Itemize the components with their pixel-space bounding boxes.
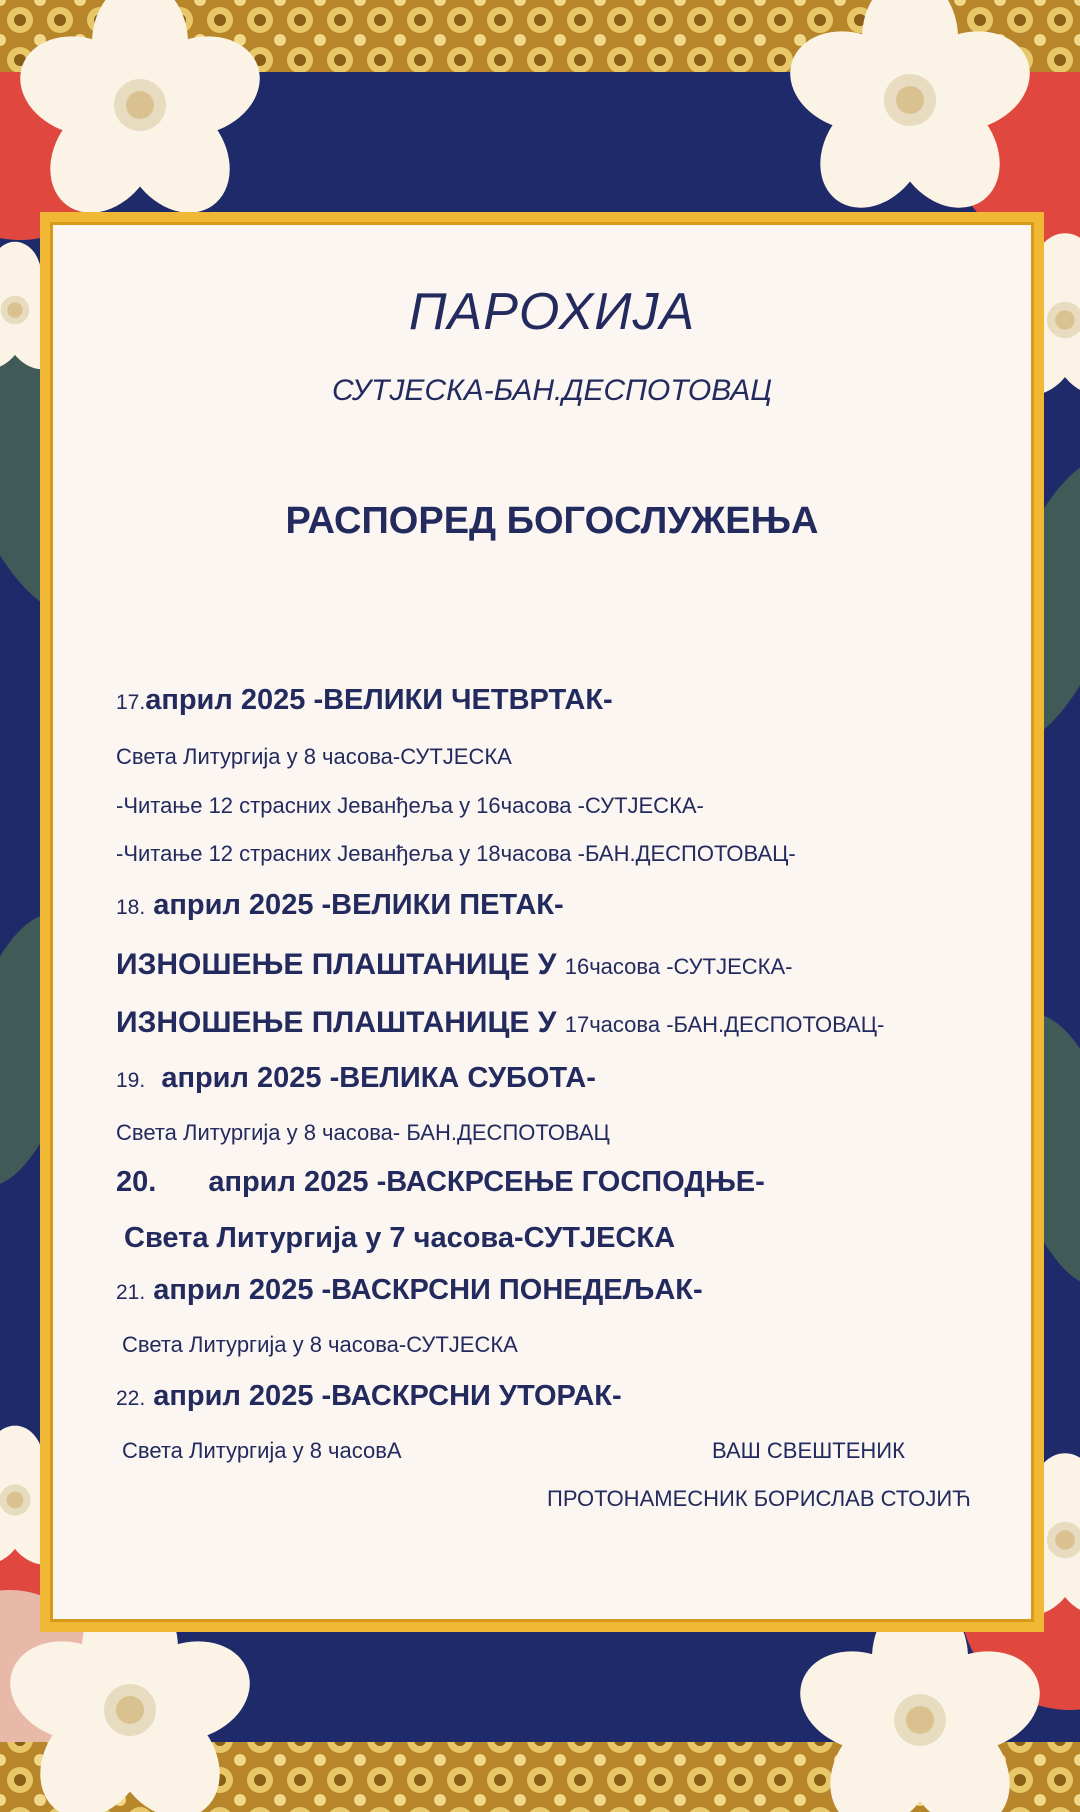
day-18-line-1 bbox=[116, 948, 792, 982]
day-17-line-3: -Читање 12 страсних Јеванђеља у 18часова -БАН.ДЕСПОТОВАЦ- bbox=[116, 841, 796, 866]
day-19-heading bbox=[116, 1062, 596, 1095]
day-22-number: 22. bbox=[116, 1387, 146, 1410]
day-17-heading bbox=[116, 684, 613, 717]
schedule-card bbox=[40, 212, 1044, 1632]
day-19-title: април 2025 -ВЕЛИКА СУБОТА- bbox=[161, 1062, 596, 1094]
signature-line-2: ПРОТОНАМЕСНИК БОРИСЛАВ СТОЈИЋ bbox=[547, 1486, 971, 1511]
day-22-title: април 2025 -ВАСКРСНИ УТОРАК- bbox=[153, 1380, 622, 1412]
day-18-line-2-rest: 17часова -БАН.ДЕСПОТОВАЦ- bbox=[564, 1012, 885, 1037]
day-18-line-1-bold: ИЗНОШЕЊЕ ПЛАШТАНИЦЕ У bbox=[116, 948, 557, 981]
day-20-line-1: Света Литургија у 7 часова-СУТЈЕСКА bbox=[124, 1222, 676, 1254]
day-17-line-2: -Читање 12 страсних Јеванђеља у 16часова -СУТЈЕСКА- bbox=[116, 793, 704, 818]
day-18-number: 18. bbox=[116, 896, 146, 919]
day-18-line-1-rest: 16часова -СУТЈЕСКА- bbox=[564, 954, 793, 979]
day-21-heading bbox=[116, 1274, 703, 1307]
signature-line-1: ВАШ СВЕШТЕНИК bbox=[712, 1438, 905, 1463]
day-21-line-1: Света Литургија у 8 часова-СУТЈЕСКА bbox=[122, 1332, 518, 1357]
day-20-heading bbox=[116, 1166, 765, 1199]
day-20-number: 20. bbox=[116, 1166, 157, 1198]
day-20-title: април 2025 -ВАСКРСЕЊЕ ГОСПОДЊЕ- bbox=[208, 1166, 765, 1198]
day-18-line-2-bold: ИЗНОШЕЊЕ ПЛАШТАНИЦЕ У bbox=[116, 1006, 557, 1039]
day-19-number: 19. bbox=[116, 1069, 146, 1092]
day-22-heading bbox=[116, 1380, 622, 1413]
day-18-title: април 2025 -ВЕЛИКИ ПЕТАК- bbox=[153, 889, 564, 921]
day-21-number: 21. bbox=[116, 1281, 146, 1304]
day-17-number: 17. bbox=[116, 691, 146, 714]
day-21-title: април 2025 -ВАСКРСНИ ПОНЕДЕЉАК- bbox=[153, 1274, 703, 1306]
day-18-heading bbox=[116, 889, 564, 922]
day-17-line-1: Света Литургија у 8 часова-СУТЈЕСКА bbox=[116, 744, 512, 769]
day-19-line-1: Света Литургија у 8 часова- БАН.ДЕСПОТОВАЦ bbox=[116, 1120, 610, 1145]
day-18-line-2 bbox=[116, 1006, 884, 1040]
day-22-line-1: Света Литургија у 8 часовА bbox=[122, 1438, 402, 1463]
day-17-title: април 2025 -ВЕЛИКИ ЧЕТВРТАК- bbox=[145, 684, 613, 716]
parish-subtitle: СУТЈЕСКА-БАН.ДЕСПОТОВАЦ bbox=[331, 374, 773, 407]
schedule-heading: РАСПОРЕД БОГОСЛУЖЕЊА bbox=[285, 500, 819, 542]
page-title: ПАРОХИЈА bbox=[408, 283, 696, 341]
